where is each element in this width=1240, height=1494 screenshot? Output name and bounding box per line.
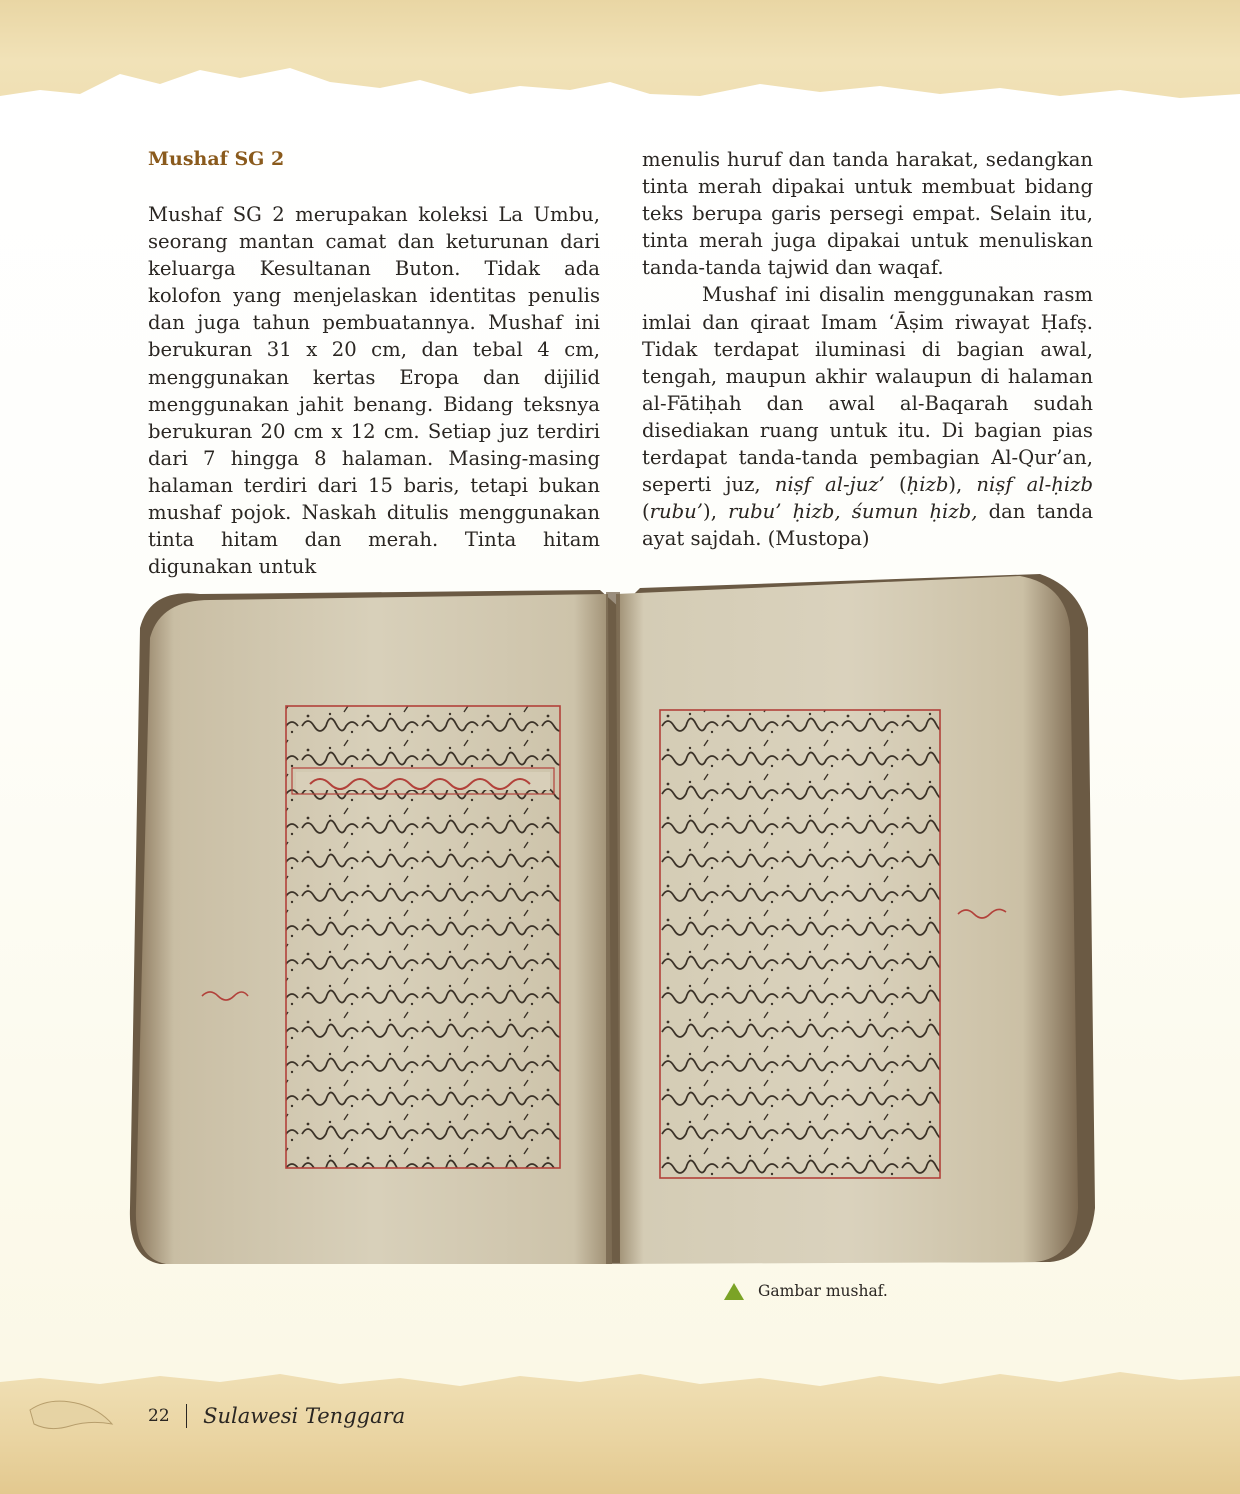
right-column [642, 146, 1093, 552]
triangle-icon [724, 1283, 744, 1300]
right-paragraph-1: menulis huruf dan tanda harakat, sedangkan tinta merah dipakai untuk membuat bidang teks berupa garis persegi empat. Selain itu, tinta merah juga dipakai untuk menuliskan tanda-tanda tajwid dan waqaf. [642, 148, 1093, 280]
page-number: 22 [148, 1406, 170, 1426]
section-heading: Mushaf SG 2 [148, 148, 285, 170]
torn-edge-bottom [0, 1362, 1240, 1402]
caption-text: Gambar mushaf. [758, 1282, 888, 1300]
scroll-curl-icon [20, 1390, 120, 1450]
page-footer [148, 1404, 405, 1428]
left-column [148, 146, 600, 580]
right-paragraph-2: Mushaf ini disalin menggunakan rasm imlai dan qiraat Imam ‘Āṣim riwayat Ḥafṣ. Tidak terdapat iluminasi di bagian awal, tengah, maupun akhir walaupun di halaman al-Fātiḥah dan awal al-Baqarah sudah disediakan ruang untuk itu. Di bagian pias terdapat tanda-tanda pembagian Al-Qur’an, seperti juz, niṣf al-juz’ (ḥizb), niṣf al-ḥizb (rubu’), rubu’ ḥizb, śumun ḥizb, dan tanda ayat sajdah. (Mustopa) [642, 283, 1093, 551]
manuscript-image [120, 568, 1100, 1268]
left-column-text: Mushaf SG 2 merupakan koleksi La Umbu, seorang mantan camat dan keturunan dari keluarga Kesultanan Buton. Tidak ada kolofon yang menjelaskan identitas penulis dan juga tahun pembuatannya. Mushaf ini berukuran 31 x 20 cm, dan tebal 4 cm, menggunakan kertas Eropa dan dijilid menggunakan jahit benang. Bidang teksnya berukuran 20 cm x 12 cm. Setiap juz terdiri dari 7 hingga 8 halaman. Masing-masing halaman terdiri dari 15 baris, tetapi bukan mushaf pojok. Naskah ditulis menggunakan tinta hitam dan merah. Tinta hitam digunakan untuk [148, 203, 600, 579]
footer-region: Sulawesi Tenggara [203, 1404, 406, 1428]
figure-caption [724, 1282, 888, 1300]
footer-separator [186, 1404, 188, 1428]
